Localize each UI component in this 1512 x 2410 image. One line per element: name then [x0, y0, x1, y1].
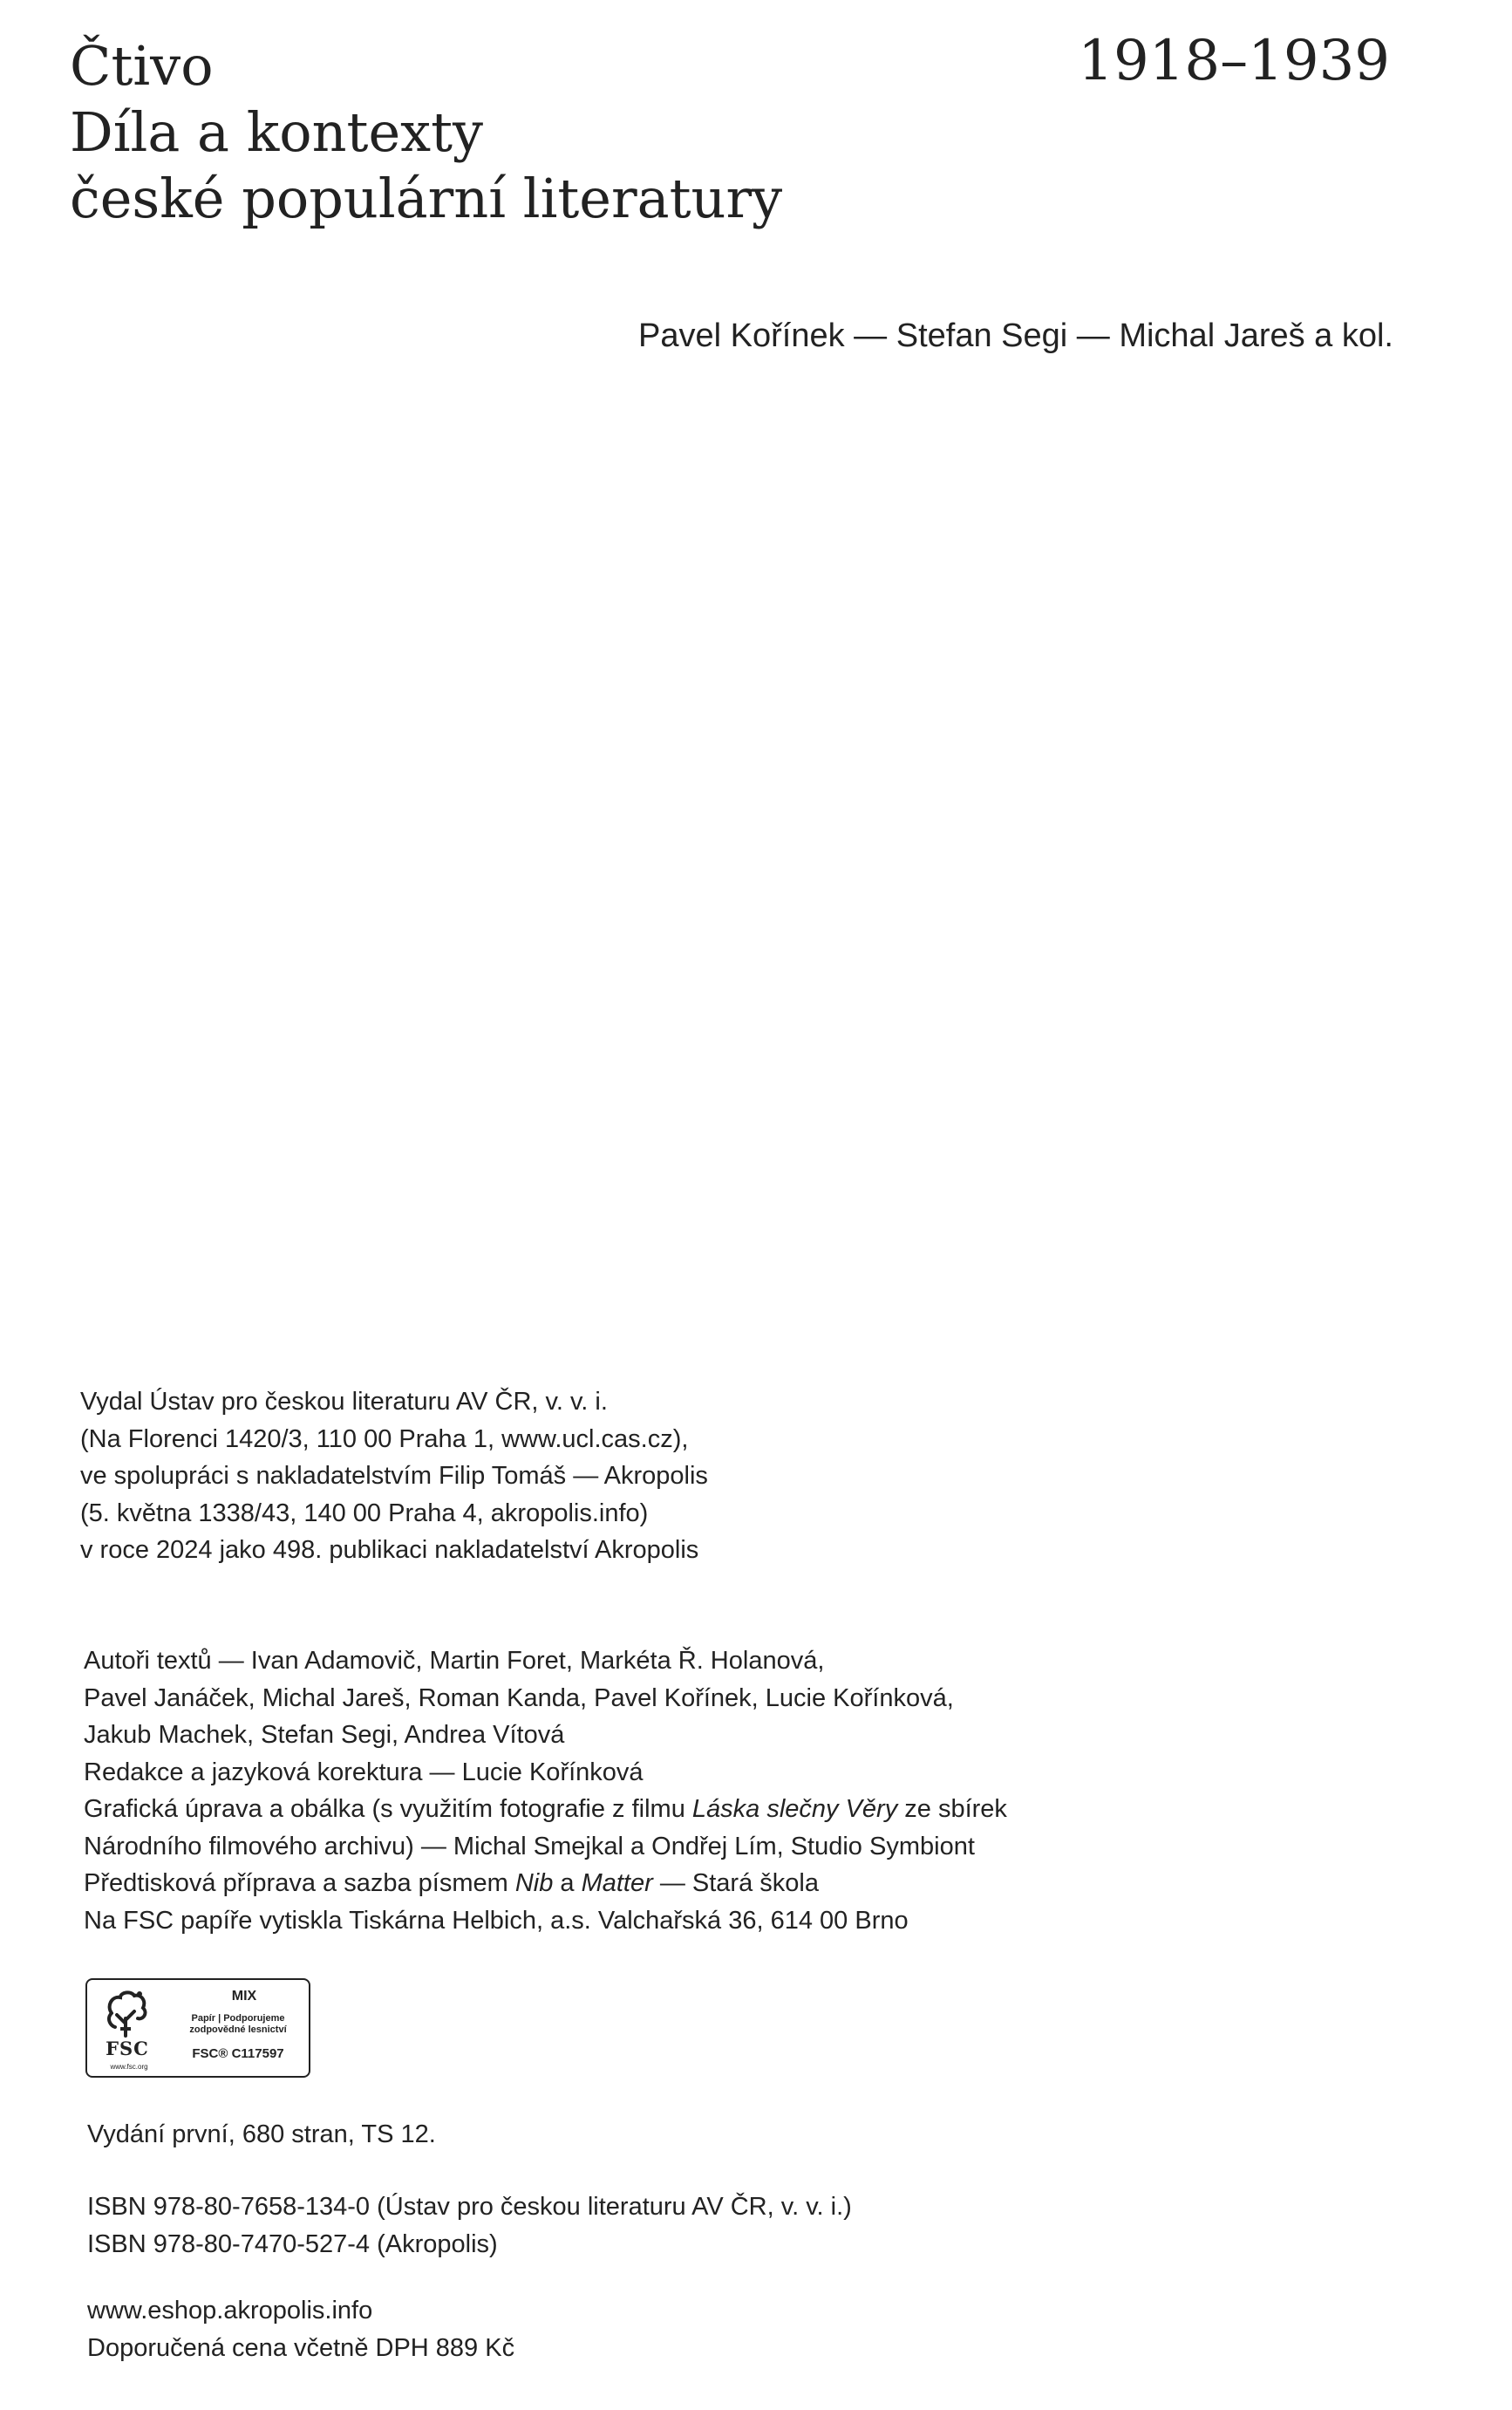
credits-line — [84, 1642, 1007, 1680]
credits-line — [84, 1680, 1007, 1717]
credits — [84, 1642, 1007, 1939]
fsc-logo — [85, 1978, 310, 2078]
credits-text: Grafická úprava a obálka (s využitím fotografie z filmu — [84, 1795, 692, 1823]
credits-text: Pavel Janáček, Michal Jareš, Roman Kanda, Pavel Kořínek, Lucie Kořínková, — [84, 1683, 954, 1712]
credits-text: ze sbírek — [897, 1795, 1007, 1823]
title-line: Díla a kontexty — [70, 100, 484, 164]
credits-line — [84, 1717, 1007, 1754]
publisher-line: v roce 2024 jako 498. publikaci nakladatelství Akropolis — [80, 1536, 699, 1564]
price: Doporučená cena včetně DPH 889 Kč — [87, 2333, 515, 2362]
title-line: české populární literatury — [70, 167, 783, 230]
fsc-description-line: Papír | Podporujeme — [191, 2013, 285, 2024]
credits-line — [84, 1902, 1007, 1940]
title-years: 1918–1939 — [1078, 29, 1390, 93]
fsc-description — [171, 2013, 305, 2036]
credits-text: Předtisková příprava a sazba písmem — [84, 1869, 515, 1897]
credits-text: Národního filmového archivu) — Michal Smejkal a Ondřej Lím, Studio Symbiont — [84, 1832, 975, 1860]
title-line: Čtivo — [70, 34, 214, 98]
shop-url: www.eshop.akropolis.info — [87, 2297, 373, 2325]
publisher-line: Vydal Ústav pro českou literaturu AV ČR, v. v. i. — [80, 1388, 608, 1416]
credits-text: Jakub Machek, Stefan Segi, Andrea Vítová — [84, 1721, 565, 1749]
fsc-label: FSC — [106, 2038, 149, 2059]
isbn-line: ISBN 978-80-7470-527-4 (Akropolis) — [87, 2229, 498, 2258]
credits-line — [84, 1828, 1007, 1866]
isbn-info — [87, 2188, 852, 2263]
fsc-tree-icon — [99, 1989, 152, 2038]
credits-line — [84, 1754, 1007, 1792]
publisher-info — [80, 1383, 708, 1569]
credits-text: a — [553, 1869, 582, 1897]
isbn-line: ISBN 978-80-7658-134-0 (Ústav pro českou literaturu AV ČR, v. v. i.) — [87, 2193, 852, 2221]
shop-and-price — [87, 2292, 514, 2366]
fsc-code: FSC® C117597 — [192, 2046, 284, 2061]
edition-info: Vydání první, 680 stran, TS 12. — [87, 2120, 436, 2148]
fsc-description-line: zodpovědné lesnictví — [189, 2024, 287, 2035]
credits-line — [84, 1791, 1007, 1828]
credits-italic-title: Matter — [581, 1869, 653, 1897]
credits-italic-title: Nib — [514, 1869, 554, 1897]
credits-text: — Stará škola — [652, 1869, 819, 1897]
fsc-mix: MIX — [231, 1989, 257, 2004]
credits-text: Redakce a jazyková korektura — Lucie Kořínková — [84, 1758, 644, 1786]
credits-text: Na FSC papíře vytiskla Tiskárna Helbich, a.s. Valchařská 36, 614 00 Brno — [84, 1906, 909, 1935]
authors: Pavel Kořínek — Stefan Segi — Michal Jareš a kol. — [638, 317, 1393, 354]
fsc-url: www.fsc.org — [110, 2063, 148, 2071]
book-title — [70, 33, 782, 232]
credits-italic-title: Láska slečny Věry — [691, 1795, 898, 1823]
publisher-line: (5. května 1338/43, 140 00 Praha 4, akropolis.info) — [80, 1499, 649, 1527]
credits-text: Autoři textů — Ivan Adamovič, Martin Foret, Markéta Ř. Holanová, — [84, 1647, 825, 1675]
credits-line — [84, 1865, 1007, 1902]
publisher-line: (Na Florenci 1420/3, 110 00 Praha 1, www.ucl.cas.cz), — [80, 1424, 689, 1453]
publisher-line: ve spolupráci s nakladatelstvím Filip Tomáš — Akropolis — [80, 1462, 708, 1490]
